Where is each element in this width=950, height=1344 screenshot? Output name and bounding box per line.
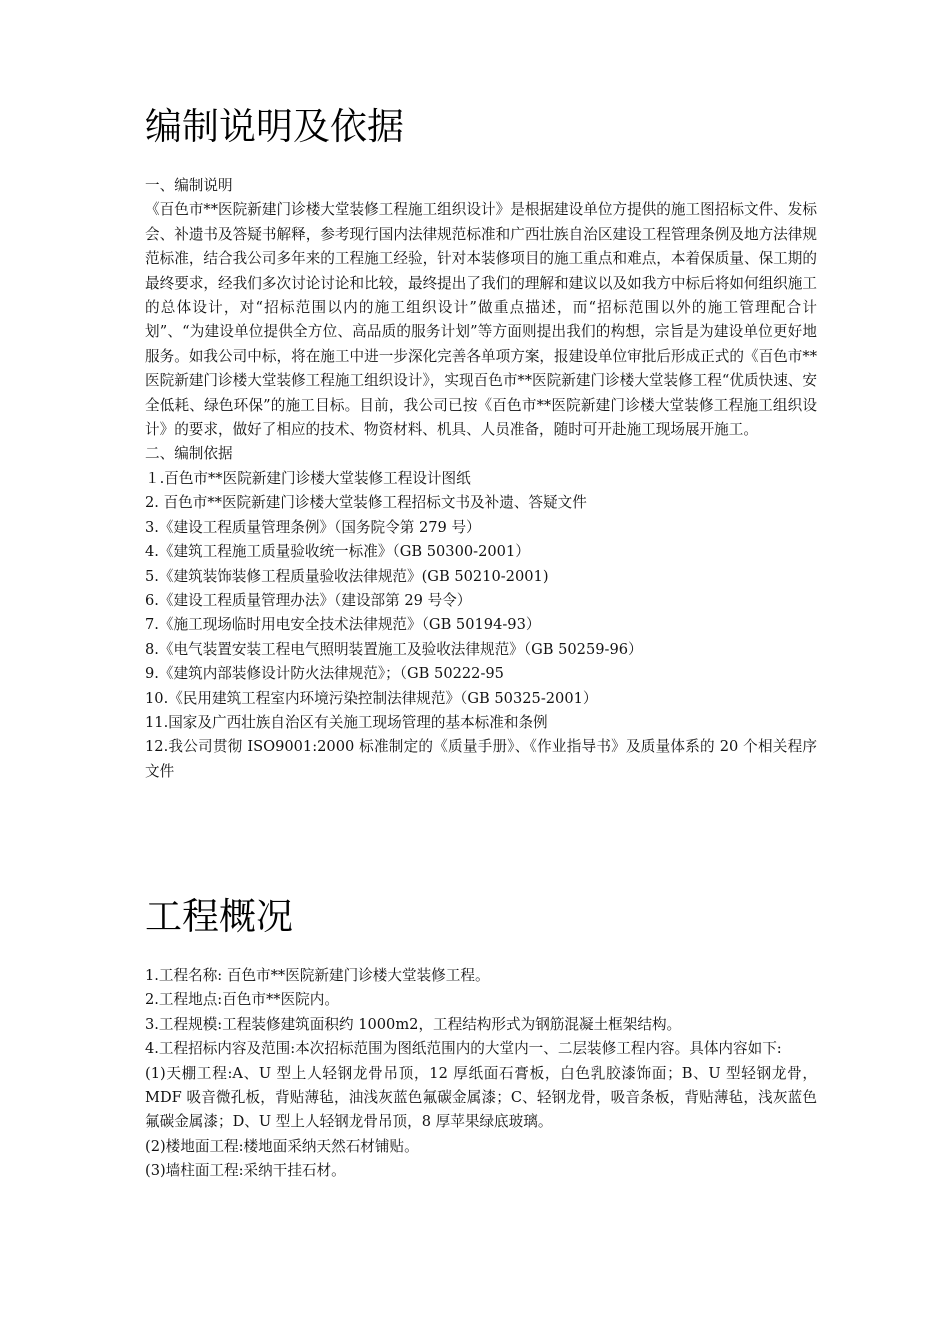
overview-item: (3)墙柱面工程:采纳干挂石材。 [145,1162,346,1180]
basis-item: 12.我公司贯彻 ISO9001:2000 标准制定的《质量手册》、《作业指导书》及质量体系的 20 个相关程序文件 [145,738,817,780]
basis-item: 9.《建筑内部装修设计防火法律规范》；（GB 50222-95 [145,665,504,683]
overview-item: (2)楼地面工程:楼地面采纳天然石材铺贴。 [145,1137,419,1155]
overview-item: (1)天棚工程:A、U 型上人轻钢龙骨吊顶，12 厚纸面石膏板，白色乳胶漆饰面；B、U 型轻钢龙骨，MDF 吸音微孔板，背贴薄毡，油浅灰蓝色氟碳金属漆；C、轻钢龙骨，吸音条板，背贴薄毡，浅灰蓝色氟碳金属漆；D、U 型上人轻钢龙骨吊顶，8 厚苹果绿底玻璃。 [145,1064,817,1131]
basis-item: １.百色市**医院新建门诊楼大堂装修工程设计图纸 [145,469,471,487]
basis-item: 7.《施工现场临时用电安全技术法律规范》（GB 50194-93） [145,616,541,634]
overview-item: 3.工程规模:工程装修建筑面积约 1000m2，工程结构形式为钢筋混凝土框架结构。 [145,1015,682,1033]
compilation-section [145,174,817,784]
overview-item: 4.工程招标内容及范围:本次招标范围为图纸范围内的大堂内一、二层装修工程内容。具体内容如下: [145,1040,782,1058]
basis-item: 2. 百色市**医院新建门诊楼大堂装修工程招标文书及补遗、答疑文件 [145,494,587,512]
basis-item: 8.《电气装置安装工程电气照明装置施工及验收法律规范》（GB 50259-96） [145,640,643,658]
compilation-paragraph: 《百色市**医院新建门诊楼大堂装修工程施工组织设计》是根据建设单位方提供的施工图招标文件、发标会、补遗书及答疑书解释，参考现行国内法律规范标准和广西壮族自治区建设工程管理条例及地方法律规范标准，结合我公司多年来的工程施工经验，针对本装修项目的施工重点和难点，本着保质量、保工期的最终要求，经我们多次讨论讨论和比较，最终提出了我们的理解和建议以及如我方中标后将如何组织施工的总体设计，对“招标范围以内的施工组织设计”做重点描述，而“招标范围以外的施工管理配合计划”、“为建设单位提供全方位、高品质的服务计划”等方面则提出我们的构想，宗旨是为建设单位更好地服务。如我公司中标，将在施工中进一步深化完善各单项方案，报建设单位审批后形成正式的《百色市**医院新建门诊楼大堂装修工程施工组织设计》，实现百色市**医院新建门诊楼大堂装修工程“优质快速、安全低耗、绿色环保”的施工目标。目前，我公司已按《百色市**医院新建门诊楼大堂装修工程施工组织设计》的要求，做好了相应的技术、物资材料、机具、人员准备，随时可开赴施工现场展开施工。 [145,201,817,439]
basis-item: 3.《建设工程质量管理条例》（国务院令第 279 号） [145,518,481,536]
basis-item: 5.《建筑装饰装修工程质量验收法律规范》(GB 50210-2001) [145,567,549,585]
section-title-compilation: 编制说明及依据 [145,105,404,148]
basis-item: 10.《民用建筑工程室内环境污染控制法律规范》（GB 50325-2001） [145,689,598,707]
basis-item: 4.《建筑工程施工质量验收统一标准》（GB 50300-2001） [145,543,530,561]
subheading-compilation-basis: 二、编制依据 [145,445,233,463]
overview-item: 2.工程地点:百色市**医院内。 [145,991,339,1009]
section-title-overview: 工程概况 [145,895,293,938]
basis-item: 6.《建设工程质量管理办法》（建设部第 29 号令） [145,591,472,609]
subheading-compilation-notes: 一、编制说明 [145,177,233,194]
overview-item: 1.工程名称: 百色市**医院新建门诊楼大堂装修工程。 [145,967,490,984]
basis-item: 11.国家及广西壮族自治区有关施工现场管理的基本标准和条例 [145,713,548,731]
overview-section [145,964,817,1184]
